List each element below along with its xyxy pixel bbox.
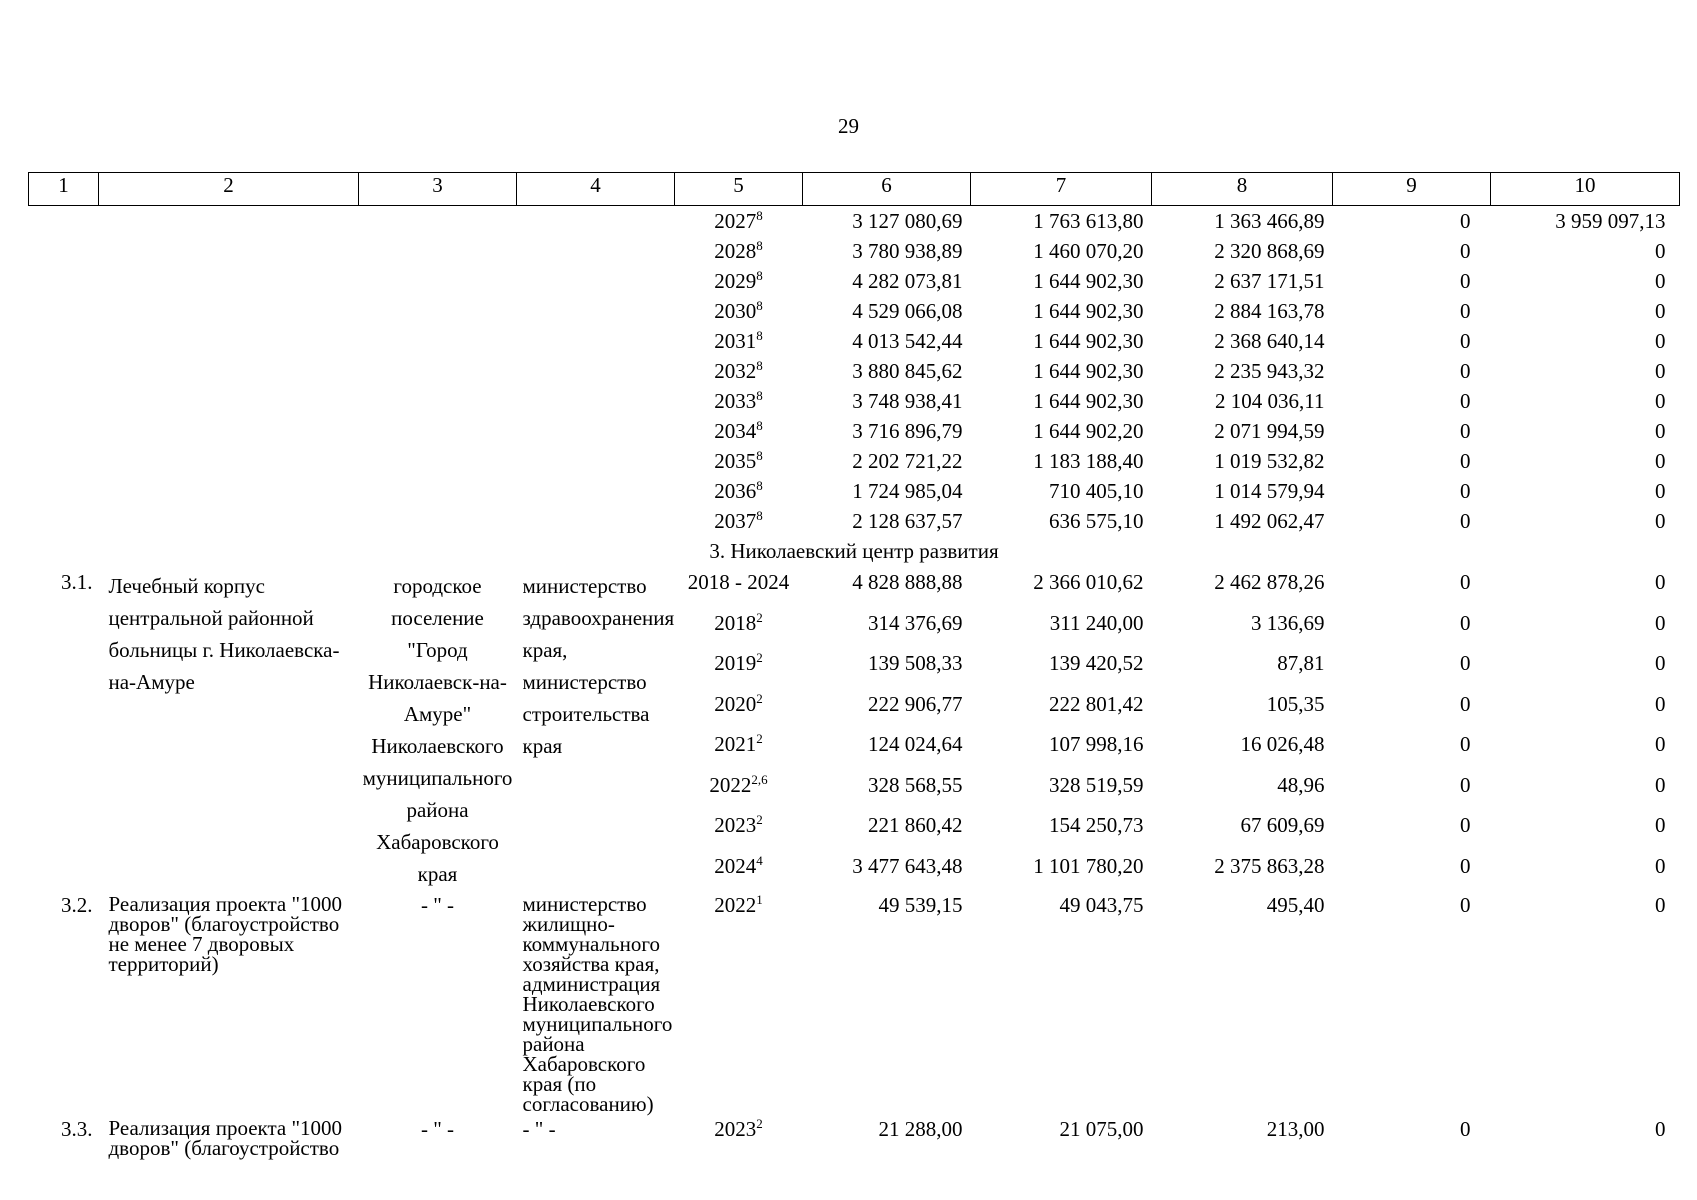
value-col-7: 311 240,00: [1049, 610, 1144, 635]
year-cell: [675, 326, 803, 356]
footnote-marker: 2,6: [751, 771, 768, 787]
year-value: 2024: [714, 853, 757, 878]
empty-cell: [29, 476, 675, 506]
value-col-10: 0: [1655, 893, 1666, 917]
empty-cell: [29, 326, 675, 356]
value-col-8: 2 462 878,26: [1214, 570, 1325, 594]
item-territory: - " -: [420, 1117, 455, 1141]
value-col-6: 49 539,15: [878, 893, 963, 917]
header-row: [29, 173, 1680, 206]
header-col-7: 7: [971, 173, 1152, 206]
value-col-9: 0: [1460, 732, 1471, 756]
value-col-8: 1 363 466,89: [1214, 209, 1325, 233]
footnote-marker: 8: [756, 208, 763, 223]
year-cell: [675, 728, 803, 769]
value-col-8: 1 492 062,47: [1214, 509, 1325, 533]
value-col-7: 21 075,00: [1059, 1117, 1144, 1141]
value-col-7: 1 101 780,20: [1033, 853, 1144, 878]
value-col-9: 0: [1460, 419, 1471, 443]
year-value: 2031: [714, 329, 757, 353]
footnote-marker: 2: [756, 812, 763, 827]
item-territory: - " -: [420, 893, 455, 917]
value-col-8: 2 320 868,69: [1214, 239, 1325, 263]
item-number: 3.1.: [61, 570, 93, 594]
item-executor: министерство здравоохранения края, министерство строительства края: [522, 574, 675, 758]
footnote-marker: 8: [756, 268, 763, 283]
value-col-7: 328 519,59: [1049, 772, 1144, 797]
year-value: 2023: [714, 813, 757, 837]
header-col-8: 8: [1152, 173, 1333, 206]
value-col-10: 0: [1655, 479, 1666, 503]
value-col-9: 0: [1460, 299, 1471, 323]
footnote-marker: 8: [756, 388, 763, 403]
value-col-6: 3 880 845,62: [852, 359, 963, 383]
header-col-5: 5: [675, 173, 803, 206]
empty-cell: [29, 386, 675, 416]
value-col-7: 1 460 070,20: [1033, 239, 1144, 263]
value-col-8: 2 884 163,78: [1214, 299, 1325, 323]
footnote-marker: 2: [756, 1116, 763, 1131]
value-col-9: 0: [1460, 691, 1471, 716]
year-cell: [675, 809, 803, 850]
value-col-9: 0: [1460, 359, 1471, 383]
year-cell: [675, 1114, 803, 1158]
value-col-6: 124 024,64: [868, 732, 963, 756]
value-col-9: 0: [1460, 239, 1471, 263]
empty-cell: [29, 206, 675, 237]
value-col-6: 328 568,55: [868, 772, 963, 797]
value-col-6: 4 013 542,44: [852, 329, 963, 353]
footnote-marker: 8: [756, 508, 763, 523]
value-col-7: 1 644 902,30: [1033, 269, 1144, 293]
year-cell: [675, 386, 803, 416]
year-value: 2023: [714, 1117, 757, 1141]
value-col-7: 636 575,10: [1049, 509, 1144, 533]
item-number: 3.2.: [61, 893, 93, 917]
value-col-7: 1 644 902,30: [1033, 389, 1144, 413]
value-col-10: 0: [1655, 449, 1666, 473]
year-value: 2034: [714, 419, 757, 443]
value-col-8: 2 375 863,28: [1214, 853, 1325, 878]
value-col-9: 0: [1460, 772, 1471, 797]
footnote-marker: 2: [756, 650, 763, 665]
footnote-marker: 4: [756, 852, 763, 868]
year-cell: [675, 688, 803, 729]
year-value: 2028: [714, 239, 757, 263]
value-col-9: 0: [1460, 1117, 1471, 1141]
value-col-6: 4 282 073,81: [852, 269, 963, 293]
value-col-6: 4 828 888,88: [852, 570, 963, 594]
value-col-6: 21 288,00: [878, 1117, 963, 1141]
value-col-10: 0: [1655, 813, 1666, 837]
value-col-10: 0: [1655, 299, 1666, 323]
value-col-8: 3 136,69: [1251, 610, 1325, 635]
value-col-8: 2 235 943,32: [1214, 359, 1325, 383]
value-col-6: 3 716 896,79: [852, 419, 963, 443]
item-executor: - " -: [522, 1117, 556, 1141]
value-col-6: 1 724 985,04: [852, 479, 963, 503]
item-number: 3.3.: [61, 1117, 93, 1141]
value-col-10: 0: [1655, 329, 1666, 353]
page-number: 29: [838, 114, 859, 138]
header-col-2: 2: [99, 173, 359, 206]
year-cell: [675, 850, 803, 891]
value-col-6: 3 477 643,48: [852, 853, 963, 878]
value-col-7: 1 644 902,30: [1033, 299, 1144, 323]
value-col-10: 0: [1655, 239, 1666, 263]
empty-cell: [29, 416, 675, 446]
footnote-marker: 8: [756, 448, 763, 463]
value-col-9: 0: [1460, 509, 1471, 533]
year-cell: [675, 356, 803, 386]
year-value: 2022: [709, 772, 752, 797]
value-col-9: 0: [1460, 853, 1471, 878]
year-value: 2020: [714, 691, 757, 716]
value-col-6: 139 508,33: [868, 651, 963, 675]
table-row: [29, 386, 1680, 416]
empty-cell: [29, 506, 675, 536]
footnote-marker: 8: [756, 298, 763, 313]
footnote-marker: 2: [756, 731, 763, 746]
value-col-10: 0: [1655, 419, 1666, 443]
table-row: [29, 890, 1680, 1114]
value-col-8: 2 104 036,11: [1215, 389, 1325, 413]
value-col-6: 2 128 637,57: [852, 509, 963, 533]
table-row: [29, 296, 1680, 326]
value-col-10: 0: [1655, 1117, 1666, 1141]
year-value: 2030: [714, 299, 757, 323]
section-title: 3. Николаевский центр развития: [709, 539, 999, 563]
year-value: 2019: [714, 651, 757, 675]
value-col-10: 0: [1655, 691, 1666, 716]
value-col-9: 0: [1460, 610, 1471, 635]
value-col-7: 1 644 902,30: [1033, 359, 1144, 383]
year-cell: [675, 890, 803, 1114]
footnote-marker: 8: [756, 358, 763, 373]
value-col-9: 0: [1460, 209, 1471, 233]
value-col-8: 1 019 532,82: [1214, 449, 1325, 473]
value-col-10: 3 959 097,13: [1555, 209, 1666, 233]
header-col-6: 6: [803, 173, 971, 206]
value-col-7: 222 801,42: [1049, 691, 1144, 716]
header-col-10: 10: [1491, 173, 1680, 206]
year-cell: [675, 476, 803, 506]
footnote-marker: 1: [756, 892, 763, 907]
value-col-8: 48,96: [1277, 772, 1325, 797]
year-value: 2018: [714, 610, 757, 635]
value-col-7: 710 405,10: [1049, 479, 1144, 503]
value-col-9: 0: [1460, 449, 1471, 473]
value-col-7: 139 420,52: [1049, 651, 1144, 675]
value-col-8: 16 026,48: [1240, 732, 1325, 756]
value-col-10: 0: [1655, 610, 1666, 635]
value-col-8: 105,35: [1266, 691, 1325, 716]
item-name: Реализация проекта "1000 дворов" (благоустройство: [108, 1116, 343, 1160]
item-executor: министерство жилищно-коммунального хозяйства края, администрация Николаевского муниципального района Хабаровского края (по согласованию): [522, 892, 673, 1116]
value-col-7: 49 043,75: [1059, 893, 1144, 917]
year-cell: [675, 607, 803, 648]
value-col-7: 1 644 902,30: [1033, 329, 1144, 353]
table-row: [29, 416, 1680, 446]
header-col-1: 1: [29, 173, 99, 206]
value-col-8: 495,40: [1266, 893, 1325, 917]
value-col-9: 0: [1460, 570, 1471, 594]
value-col-10: 0: [1655, 269, 1666, 293]
year-cell: [675, 506, 803, 536]
year-cell: [675, 566, 803, 607]
value-col-10: 0: [1655, 732, 1666, 756]
value-col-10: 0: [1655, 570, 1666, 594]
empty-cell: [29, 296, 675, 326]
year-value: 2037: [714, 509, 757, 533]
footnote-marker: 8: [756, 478, 763, 493]
year-cell: [675, 266, 803, 296]
item-territory: городское поселение "Город Николаевск-на-Амуре" Николаевского муниципального района Хабаровского края: [362, 574, 513, 886]
year-value: 2027: [714, 209, 757, 233]
table-row: [29, 206, 1680, 237]
value-col-8: 2 637 171,51: [1214, 269, 1325, 293]
footnote-marker: 2: [756, 690, 763, 706]
value-col-7: 1 183 188,40: [1033, 449, 1144, 473]
table-row: [29, 1114, 1680, 1158]
value-col-8: 213,00: [1266, 1117, 1325, 1141]
value-col-9: 0: [1460, 479, 1471, 503]
year-value: 2036: [714, 479, 757, 503]
value-col-9: 0: [1460, 389, 1471, 413]
footnote-marker: 8: [756, 328, 763, 343]
value-col-10: 0: [1655, 389, 1666, 413]
table-row: [29, 506, 1680, 536]
empty-cell: [29, 446, 675, 476]
value-col-8: 2 368 640,14: [1214, 329, 1325, 353]
year-value: 2035: [714, 449, 757, 473]
header-col-3: 3: [359, 173, 517, 206]
header-col-9: 9: [1333, 173, 1491, 206]
footnote-marker: 8: [756, 238, 763, 253]
value-col-9: 0: [1460, 269, 1471, 293]
year-cell: [675, 647, 803, 688]
value-col-6: 221 860,42: [868, 813, 963, 837]
table-row: [29, 476, 1680, 506]
year-value: 2021: [714, 732, 757, 756]
value-col-7: 107 998,16: [1049, 732, 1144, 756]
item-name: Лечебный корпус центральной районной больницы г. Николаевска-на-Амуре: [108, 574, 340, 694]
year-cell: [675, 416, 803, 446]
value-col-7: 2 366 010,62: [1033, 570, 1144, 594]
value-col-8: 2 071 994,59: [1214, 419, 1325, 443]
value-col-6: 3 748 938,41: [852, 389, 963, 413]
value-col-9: 0: [1460, 329, 1471, 353]
value-col-6: 314 376,69: [868, 610, 963, 635]
year-cell: [675, 769, 803, 810]
value-col-10: 0: [1655, 772, 1666, 797]
empty-cell: [29, 236, 675, 266]
value-col-6: 4 529 066,08: [852, 299, 963, 323]
value-col-10: 0: [1655, 651, 1666, 675]
year-value: 2018 - 2024: [687, 570, 790, 594]
year-cell: [675, 206, 803, 237]
empty-cell: [29, 356, 675, 386]
table-row: [29, 266, 1680, 296]
budget-table: [28, 172, 1680, 1158]
value-col-7: 1 763 613,80: [1033, 209, 1144, 233]
value-col-7: 1 644 902,20: [1033, 419, 1144, 443]
value-col-8: 87,81: [1277, 651, 1325, 675]
value-col-6: 2 202 721,22: [852, 449, 963, 473]
footnote-marker: 8: [756, 418, 763, 433]
value-col-9: 0: [1460, 893, 1471, 917]
year-cell: [675, 296, 803, 326]
value-col-10: 0: [1655, 853, 1666, 878]
value-col-9: 0: [1460, 813, 1471, 837]
year-cell: [675, 236, 803, 266]
table-row: [29, 566, 1680, 607]
year-value: 2032: [714, 359, 757, 383]
value-col-10: 0: [1655, 509, 1666, 533]
table-row: [29, 326, 1680, 356]
section-row: [29, 536, 1680, 566]
footnote-marker: 2: [756, 609, 763, 625]
value-col-8: 67 609,69: [1240, 813, 1325, 837]
item-name: Реализация проекта "1000 дворов" (благоустройство не менее 7 дворовых территорий): [108, 892, 343, 976]
value-col-10: 0: [1655, 359, 1666, 383]
table-row: [29, 356, 1680, 386]
header-col-4: 4: [517, 173, 675, 206]
year-cell: [675, 446, 803, 476]
value-col-6: 3 780 938,89: [852, 239, 963, 263]
year-value: 2029: [714, 269, 757, 293]
value-col-8: 1 014 579,94: [1214, 479, 1325, 503]
value-col-6: 222 906,77: [868, 691, 963, 716]
value-col-6: 3 127 080,69: [852, 209, 963, 233]
year-value: 2022: [714, 893, 757, 917]
value-col-7: 154 250,73: [1049, 813, 1144, 837]
table-row: [29, 236, 1680, 266]
year-value: 2033: [714, 389, 757, 413]
table-row: [29, 446, 1680, 476]
value-col-9: 0: [1460, 651, 1471, 675]
empty-cell: [29, 266, 675, 296]
